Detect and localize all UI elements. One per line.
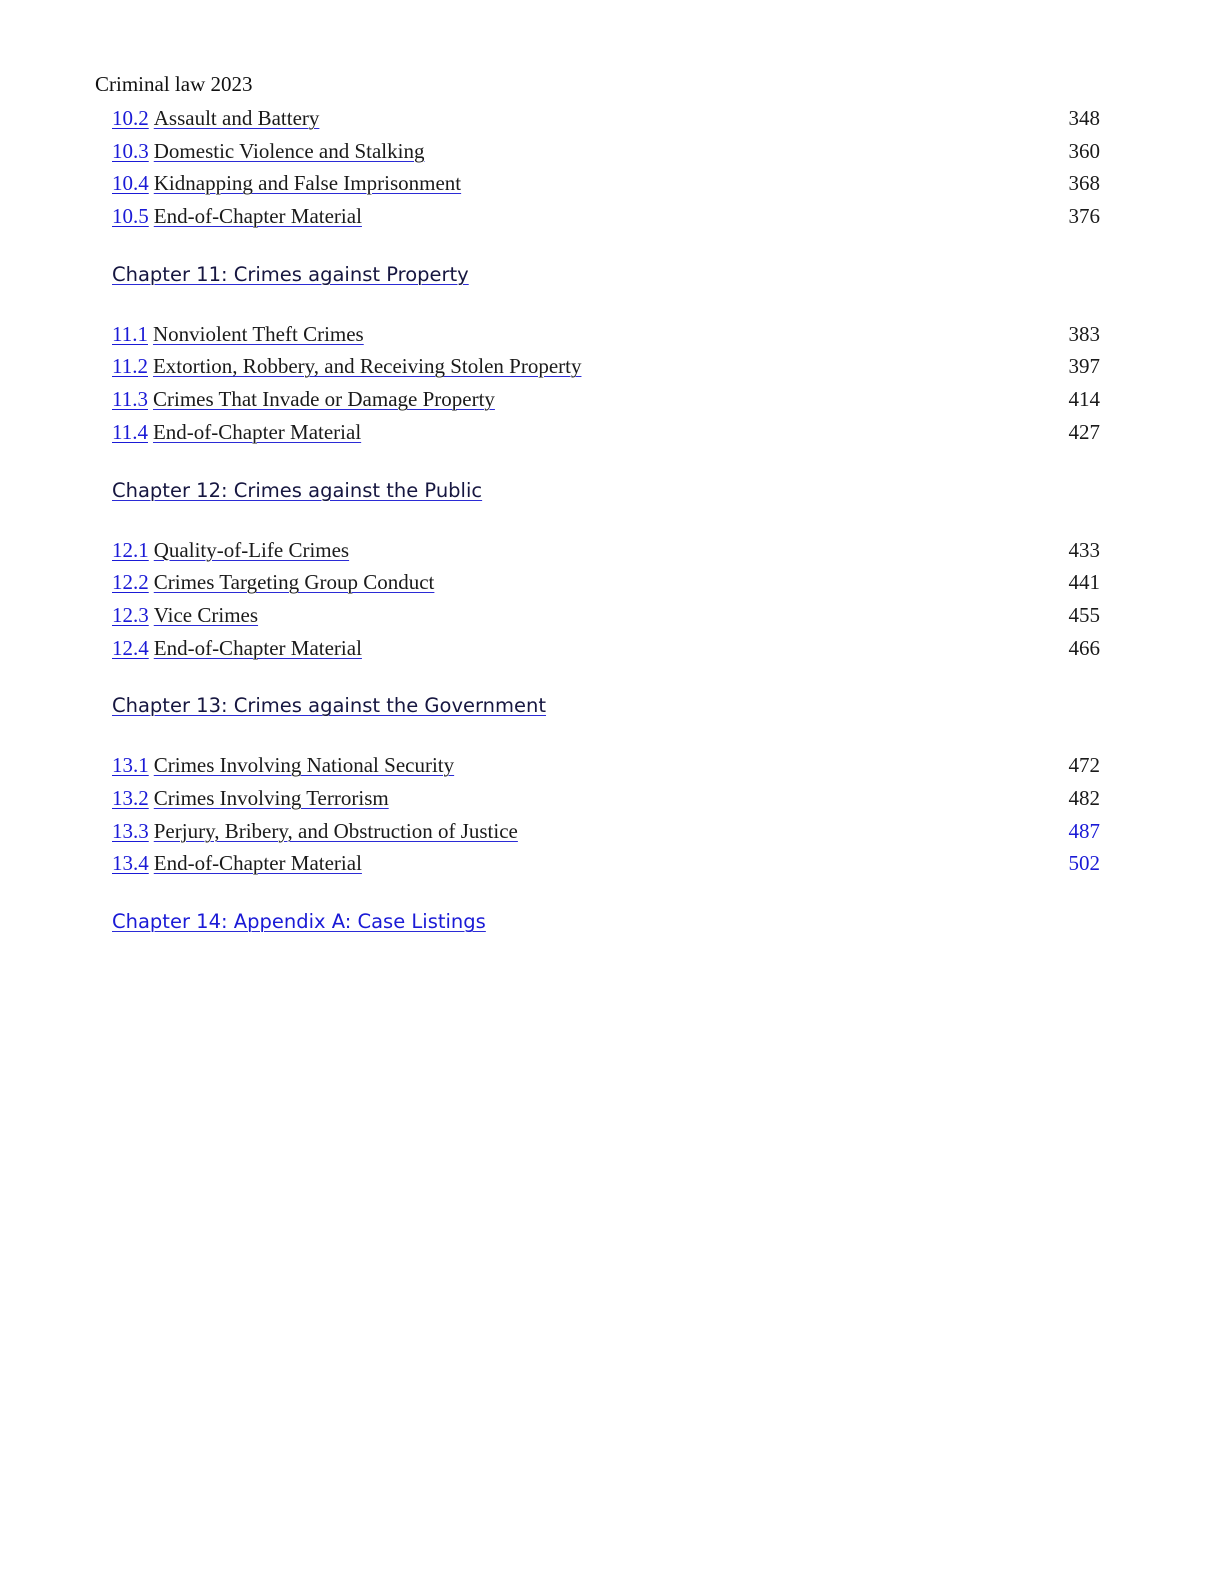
section-title-link[interactable]: End-of-Chapter Material: [153, 635, 362, 660]
toc-entry-12-4[interactable]: [112, 633, 1102, 666]
section-number-link[interactable]: 11.1: [112, 321, 148, 346]
section-number-link[interactable]: 10.2: [112, 106, 149, 130]
section-title-link[interactable]: Crimes That Invade or Damage Property: [152, 387, 495, 412]
page-number: 487: [1068, 818, 1100, 843]
page-number: 433: [1068, 537, 1100, 562]
section-number-link[interactable]: 11.4: [112, 419, 148, 444]
chapter-14-heading-row: [112, 908, 1102, 936]
toc-entry-12-3[interactable]: [112, 600, 1102, 633]
toc-entry-12-2[interactable]: [112, 567, 1102, 600]
section-number-link[interactable]: 13.2: [112, 785, 149, 810]
section-number-link[interactable]: 13.4: [112, 851, 149, 876]
page-number: 383: [1068, 321, 1100, 346]
section-number-link[interactable]: 13.1: [112, 753, 149, 778]
toc-entry-13-4[interactable]: [112, 848, 1102, 881]
section-number-link[interactable]: 10.3: [112, 138, 149, 163]
section-title-link[interactable]: Extortion, Robbery, and Receiving Stolen Property: [152, 354, 582, 379]
page-number: 482: [1068, 785, 1100, 810]
table-of-contents: [112, 103, 1102, 936]
section-title-link[interactable]: Perjury, Bribery, and Obstruction of Justice: [153, 818, 518, 843]
section-title-link[interactable]: End-of-Chapter Material: [153, 851, 362, 876]
page-number: 368: [1068, 171, 1100, 196]
section-title-link[interactable]: Assault and Battery: [153, 106, 320, 130]
chapter-14-heading-link[interactable]: Chapter 14: Appendix A: Case Listings: [112, 910, 486, 933]
section-number-link[interactable]: 12.2: [112, 570, 149, 595]
section-title-link[interactable]: Crimes Involving Terrorism: [153, 785, 389, 810]
section-number-link[interactable]: 12.3: [112, 602, 149, 627]
section-title-link[interactable]: End-of-Chapter Material: [152, 419, 362, 444]
section-title-link[interactable]: Kidnapping and False Imprisonment: [153, 171, 462, 196]
page-number: 360: [1068, 138, 1100, 163]
toc-entry-10-2[interactable]: [112, 103, 1102, 136]
toc-entry-10-3[interactable]: [112, 136, 1102, 169]
toc-entry-12-1[interactable]: [112, 535, 1102, 568]
section-title-link[interactable]: Crimes Involving National Security: [153, 753, 455, 778]
chapter-11-heading-row: [112, 261, 1102, 289]
section-title-link[interactable]: Crimes Targeting Group Conduct: [153, 570, 435, 595]
page-number: 466: [1068, 635, 1100, 660]
document-title: Criminal law 2023: [95, 72, 253, 96]
toc-entry-13-1[interactable]: [112, 750, 1102, 783]
page-number: 376: [1068, 204, 1100, 229]
page-number: 441: [1068, 570, 1100, 595]
section-number-link[interactable]: 12.1: [112, 537, 149, 562]
toc-entry-11-2[interactable]: [112, 351, 1102, 384]
chapter-13-heading-row: [112, 692, 1102, 720]
chapter-12-heading-row: [112, 477, 1102, 505]
page-number: 502: [1068, 851, 1100, 876]
section-title-link[interactable]: Vice Crimes: [153, 602, 259, 627]
toc-entry-13-3[interactable]: [112, 816, 1102, 849]
toc-entry-11-4[interactable]: [112, 417, 1102, 450]
section-number-link[interactable]: 10.4: [112, 171, 149, 196]
section-number-link[interactable]: 11.3: [112, 387, 148, 412]
section-title-link[interactable]: Quality-of-Life Crimes: [153, 537, 350, 562]
toc-entry-10-4[interactable]: [112, 168, 1102, 201]
toc-entry-11-1[interactable]: [112, 319, 1102, 352]
section-title-link[interactable]: Domestic Violence and Stalking: [153, 138, 425, 163]
chapter-11-heading-link[interactable]: Chapter 11: Crimes against Property: [112, 262, 469, 286]
section-number-link[interactable]: 11.2: [112, 354, 148, 379]
toc-entry-10-5[interactable]: [112, 201, 1102, 234]
page-number: 455: [1068, 602, 1100, 627]
toc-entry-11-3[interactable]: [112, 384, 1102, 417]
page-number: 397: [1068, 354, 1100, 379]
section-number-link[interactable]: 10.5: [112, 204, 149, 229]
section-title-link[interactable]: End-of-Chapter Material: [153, 204, 362, 229]
page-number: 427: [1068, 419, 1100, 444]
page-number: 348: [1068, 106, 1100, 130]
section-title-link[interactable]: Nonviolent Theft Crimes: [152, 321, 364, 346]
section-number-link[interactable]: 13.3: [112, 818, 149, 843]
chapter-12-heading-link[interactable]: Chapter 12: Crimes against the Public: [112, 478, 483, 502]
page-number: 472: [1068, 753, 1100, 778]
chapter-13-heading-link[interactable]: Chapter 13: Crimes against the Government: [112, 694, 547, 718]
section-number-link[interactable]: 12.4: [112, 635, 149, 660]
page-number: 414: [1068, 387, 1100, 412]
toc-entry-13-2[interactable]: [112, 783, 1102, 816]
